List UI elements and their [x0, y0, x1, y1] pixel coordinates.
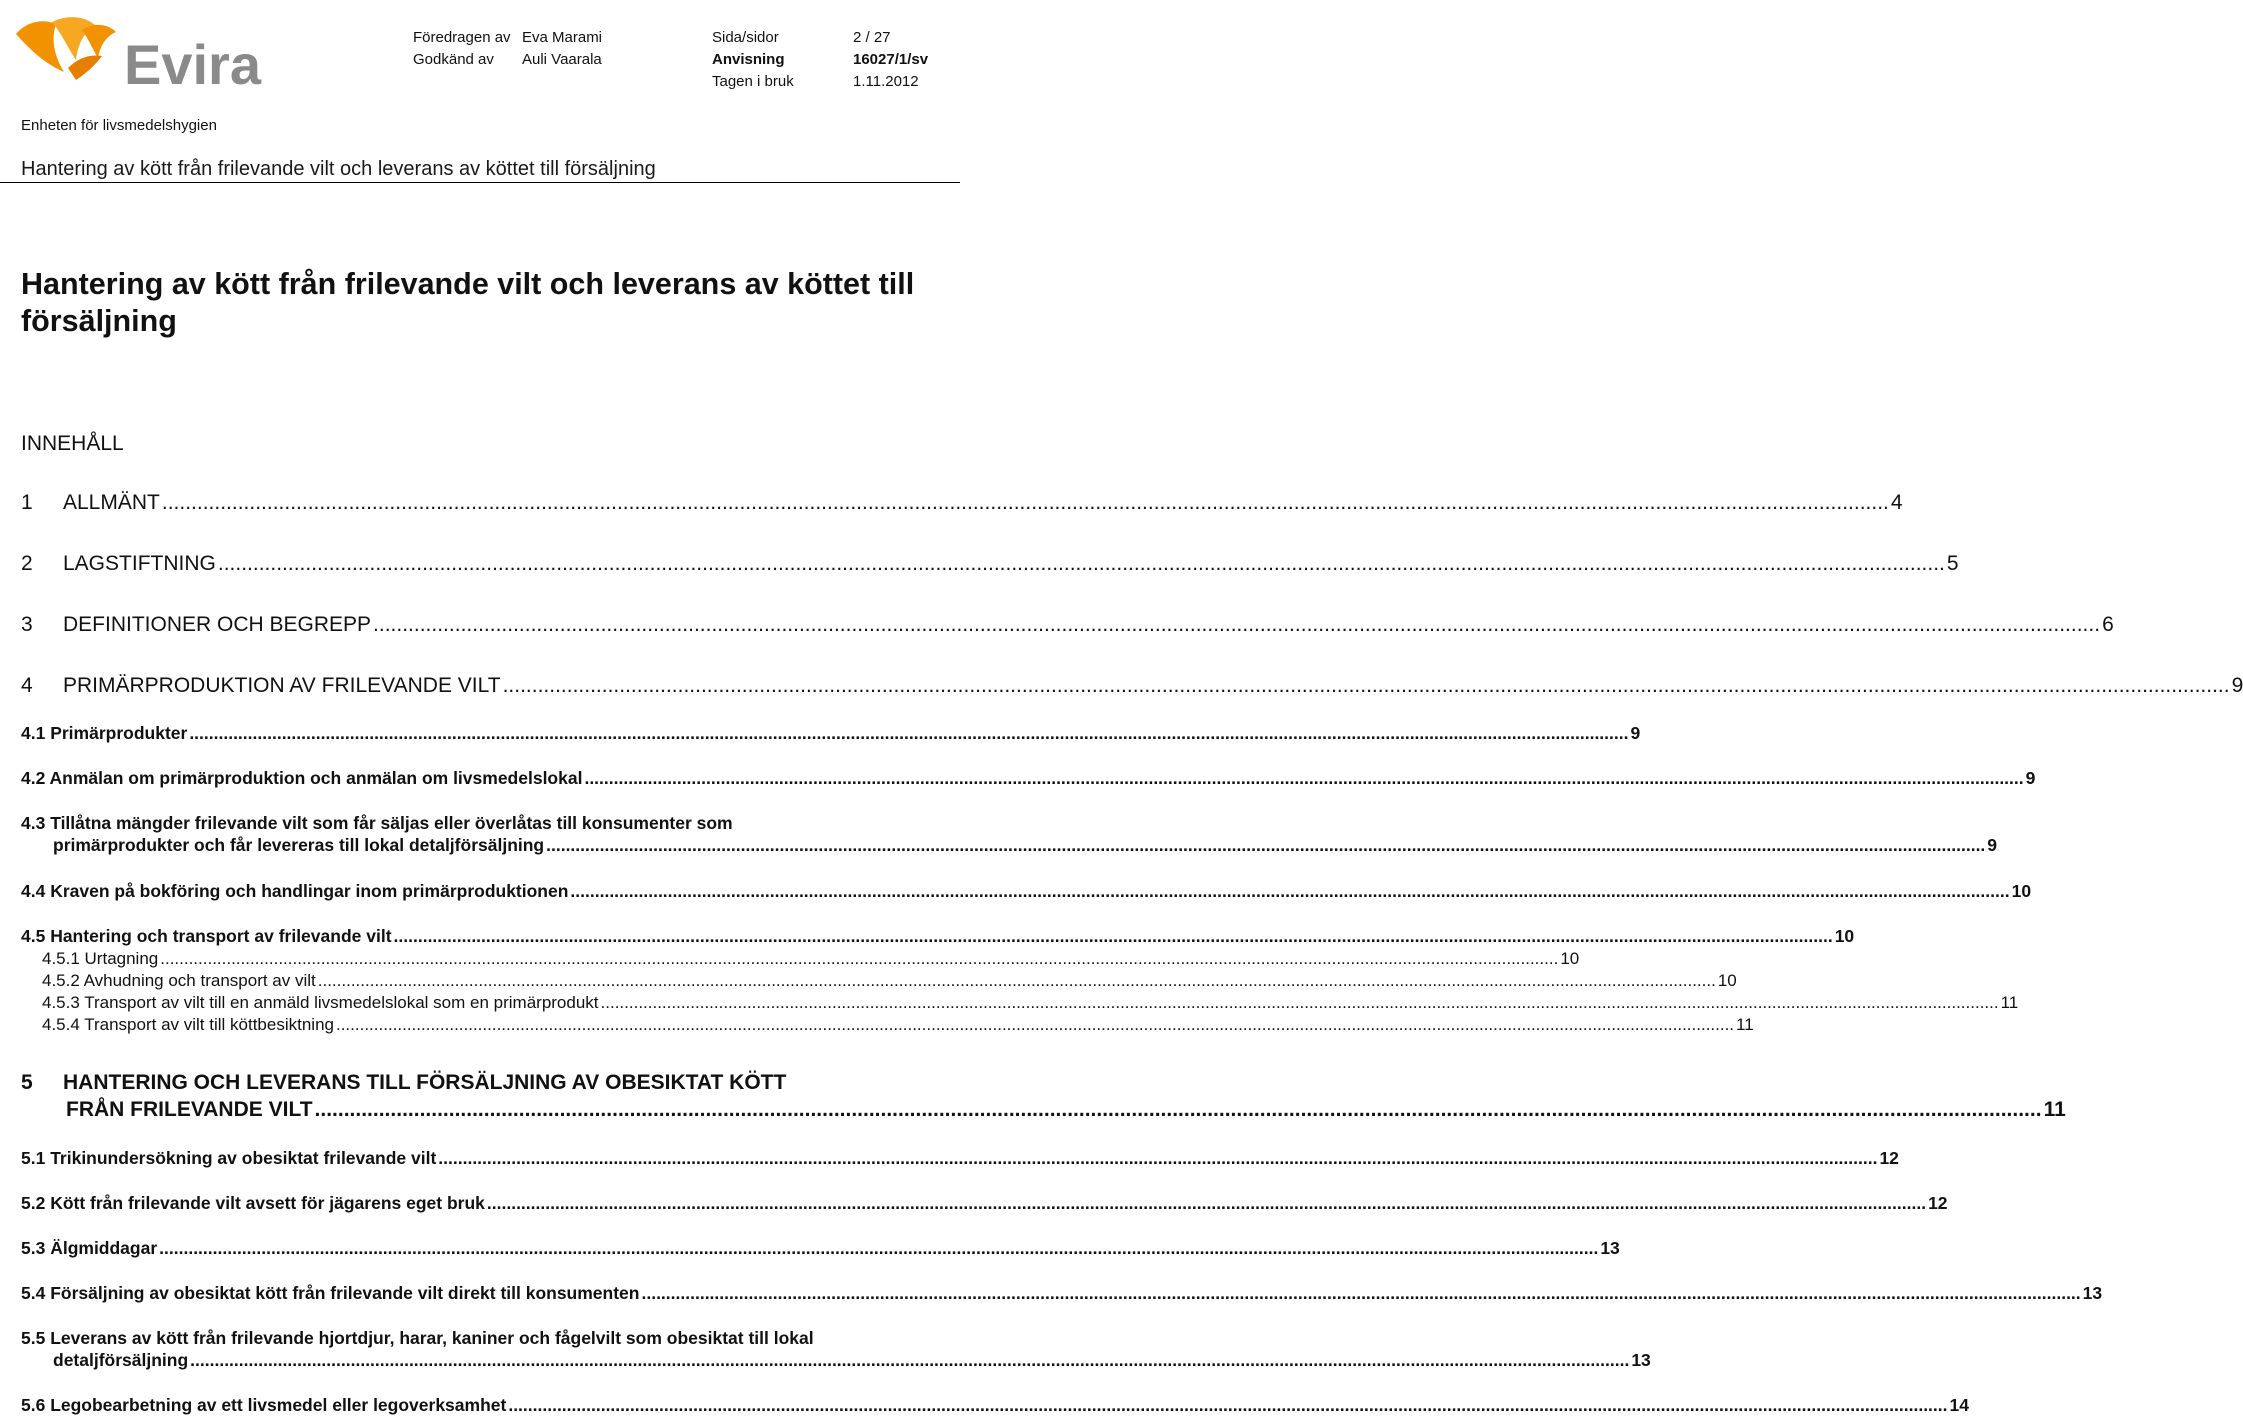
toc-entry-number: 2	[21, 552, 33, 575]
toc-entry-title-line2: detaljförsäljning	[53, 1350, 189, 1370]
toc-entry-title: ALLMÄNT	[63, 491, 160, 514]
toc-entry-2[interactable]	[21, 552, 1959, 576]
toc-entry-title: 4.5 Hantering och transport av frilevande vilt	[21, 926, 392, 946]
doc-number: 16027/1/sv	[853, 51, 929, 68]
toc-leader-dots	[189, 723, 1628, 744]
toc-entry-number: 5	[21, 1071, 33, 1094]
approved-label: Godkänd av	[413, 51, 494, 68]
toc-entry-4-5-1[interactable]	[21, 949, 1580, 969]
toc-leader-dots	[508, 1395, 1947, 1416]
toc-entry-page: 14	[1949, 1395, 1969, 1415]
toc-entry-title: 4.5.3 Transport av vilt till en anmäld livsmedelslokal som en primärprodukt	[42, 993, 599, 1012]
toc-leader-dots	[336, 1015, 1734, 1035]
toc-entry-4[interactable]	[21, 674, 2243, 698]
toc-entry-page: 13	[2082, 1283, 2103, 1303]
toc-entry-5-5[interactable]	[21, 1328, 1651, 1371]
toc-entry-4-2[interactable]	[21, 768, 2036, 789]
evira-logo	[12, 12, 264, 96]
toc-entry-page: 9	[2231, 674, 2243, 697]
toc-entry-page: 13	[1600, 1238, 1620, 1258]
toc-entry-title: 5.2 Kött från frilevande vilt avsett för jägarens eget bruk	[21, 1193, 485, 1213]
toc-entry-title-line2: primärprodukter och får levereras till lokal detaljförsäljning	[53, 835, 545, 855]
document-title	[21, 266, 951, 340]
toc-leader-dots	[190, 1350, 1629, 1371]
in-use-label: Tagen i bruk	[712, 73, 794, 90]
toc-entry-page: 13	[1631, 1350, 1651, 1370]
presenter-name: Eva Marami	[522, 29, 603, 46]
toc-entry-page: 9	[1630, 723, 1641, 743]
document-title-line1: Hantering av kött från frilevande vilt och leverans av köttet till	[21, 267, 915, 301]
toc-entry-5-4[interactable]	[21, 1283, 2103, 1304]
toc-entry-page: 9	[1987, 835, 1998, 855]
toc-entry-title: LAGSTIFTNING	[63, 552, 216, 575]
toc-entry-5-1[interactable]	[21, 1148, 1899, 1169]
in-use-date: 1.11.2012	[853, 73, 919, 90]
toc-entry-page: 10	[1834, 926, 1855, 946]
toc-leader-dots	[162, 491, 1889, 515]
toc-entry-title-line1: 4.3 Tillåtna mängder frilevande vilt som får säljas eller överlåtas till konsumenter som	[21, 813, 733, 833]
toc-entry-page: 5	[1946, 552, 1959, 575]
toc-entry-title: 5.6 Legobearbetning av ett livsmedel eller legoverksamhet	[21, 1395, 507, 1415]
toc-leader-dots	[394, 926, 1833, 947]
header-title: Hantering av kött från frilevande vilt och leverans av köttet till försäljning	[21, 158, 656, 180]
toc-entry-page: 11	[2043, 1098, 2066, 1121]
toc-entry-page: 10	[1717, 971, 1737, 990]
toc-entry-title: 5.1 Trikinundersökning av obesiktat frilevande vilt	[21, 1148, 437, 1168]
logo-wordmark: Evira	[124, 33, 261, 96]
toc-entry-title-line1: 5.5 Leverans av kött från frilevande hjortdjur, harar, kaniner och fågelvilt som obesiktat till lokal	[21, 1328, 814, 1348]
document-title-line2: försäljning	[21, 304, 177, 338]
toc-entry-page: 9	[2025, 768, 2036, 788]
toc-entry-number: 3	[21, 613, 33, 636]
toc-leader-dots	[570, 881, 2009, 902]
toc-entry-4-1[interactable]	[21, 723, 1641, 744]
toc-entry-1[interactable]	[21, 491, 1903, 515]
toc-leader-dots	[584, 768, 2023, 789]
toc-entry-page: 12	[1928, 1193, 1948, 1213]
toc-entry-page: 11	[2000, 993, 2019, 1012]
toc-entry-page: 12	[1879, 1148, 1899, 1168]
header-divider	[0, 182, 960, 183]
toc-entry-title: 4.4 Kraven på bokföring och handlingar inom primärproduktionen	[21, 881, 569, 901]
toc-entry-4-5[interactable]	[21, 926, 1855, 947]
toc-leader-dots	[546, 835, 1985, 856]
presenter-label: Föredragen av	[413, 29, 511, 46]
toc-leader-dots	[373, 613, 2100, 637]
toc-entry-number: 1	[21, 491, 33, 514]
toc-entry-5[interactable]	[21, 1071, 2066, 1122]
toc-entry-3[interactable]	[21, 613, 2114, 637]
toc-entry-page: 4	[1890, 491, 1903, 514]
toc-entry-4-5-3[interactable]	[21, 993, 2019, 1013]
toc-leader-dots	[641, 1283, 2080, 1304]
toc-leader-dots	[315, 1098, 2042, 1122]
toc-leader-dots	[159, 1238, 1598, 1259]
toc-entry-title: 4.1 Primärprodukter	[21, 723, 188, 743]
toc-entry-title: 4.5.4 Transport av vilt till köttbesiktning	[42, 1015, 334, 1034]
toc-entry-title: 5.4 Försäljning av obesiktat kött från frilevande vilt direkt till konsumenten	[21, 1283, 640, 1303]
toc-entry-page: 6	[2102, 613, 2114, 636]
toc-leader-dots	[318, 971, 1716, 991]
toc-leader-dots	[487, 1193, 1926, 1214]
toc-entry-title: 4.5.1 Urtagning	[42, 949, 159, 968]
page-count: 2 / 27	[853, 29, 891, 46]
doc-type: Anvisning	[712, 51, 785, 68]
toc-entry-4-5-4[interactable]	[21, 1015, 1754, 1035]
toc-entry-title-line2: FRÅN FRILEVANDE VILT	[66, 1098, 313, 1121]
toc-entry-number: 4	[21, 674, 33, 697]
unit-name: Enheten för livsmedelshygien	[21, 117, 217, 134]
toc-leader-dots	[503, 674, 2230, 698]
toc-entry-title: DEFINITIONER OCH BEGREPP	[63, 613, 372, 636]
toc-entry-page: 10	[2011, 881, 2032, 901]
toc-entry-4-5-2[interactable]	[21, 971, 1737, 991]
toc-leader-dots	[601, 993, 1999, 1013]
toc-entry-title: 4.2 Anmälan om primärproduktion och anmälan om livsmedelslokal	[21, 768, 583, 788]
pages-label: Sida/sidor	[712, 29, 779, 46]
toc-entry-page: 11	[1736, 1015, 1754, 1034]
toc-entry-4-3[interactable]	[21, 813, 1998, 856]
toc-heading: INNEHÅLL	[21, 432, 124, 455]
toc-entry-title-line1: HANTERING OCH LEVERANS TILL FÖRSÄLJNING AV OBESIKTAT KÖTT	[63, 1071, 787, 1094]
toc-entry-page: 10	[1560, 949, 1580, 968]
toc-leader-dots	[160, 949, 1558, 969]
toc-entry-5-6[interactable]	[21, 1395, 1969, 1416]
toc-entry-4-4[interactable]	[21, 881, 2032, 902]
toc-entry-title: 5.3 Älgmiddagar	[21, 1238, 158, 1258]
toc-leader-dots	[438, 1148, 1877, 1169]
toc-entry-title: 4.5.2 Avhudning och transport av vilt	[42, 971, 316, 990]
toc-entry-5-2[interactable]	[21, 1193, 1948, 1214]
toc-leader-dots	[218, 552, 1945, 576]
approver-name: Auli Vaarala	[522, 51, 602, 68]
toc-entry-5-3[interactable]	[21, 1238, 1620, 1259]
toc-entry-title: PRIMÄRPRODUKTION AV FRILEVANDE VILT	[63, 674, 501, 697]
